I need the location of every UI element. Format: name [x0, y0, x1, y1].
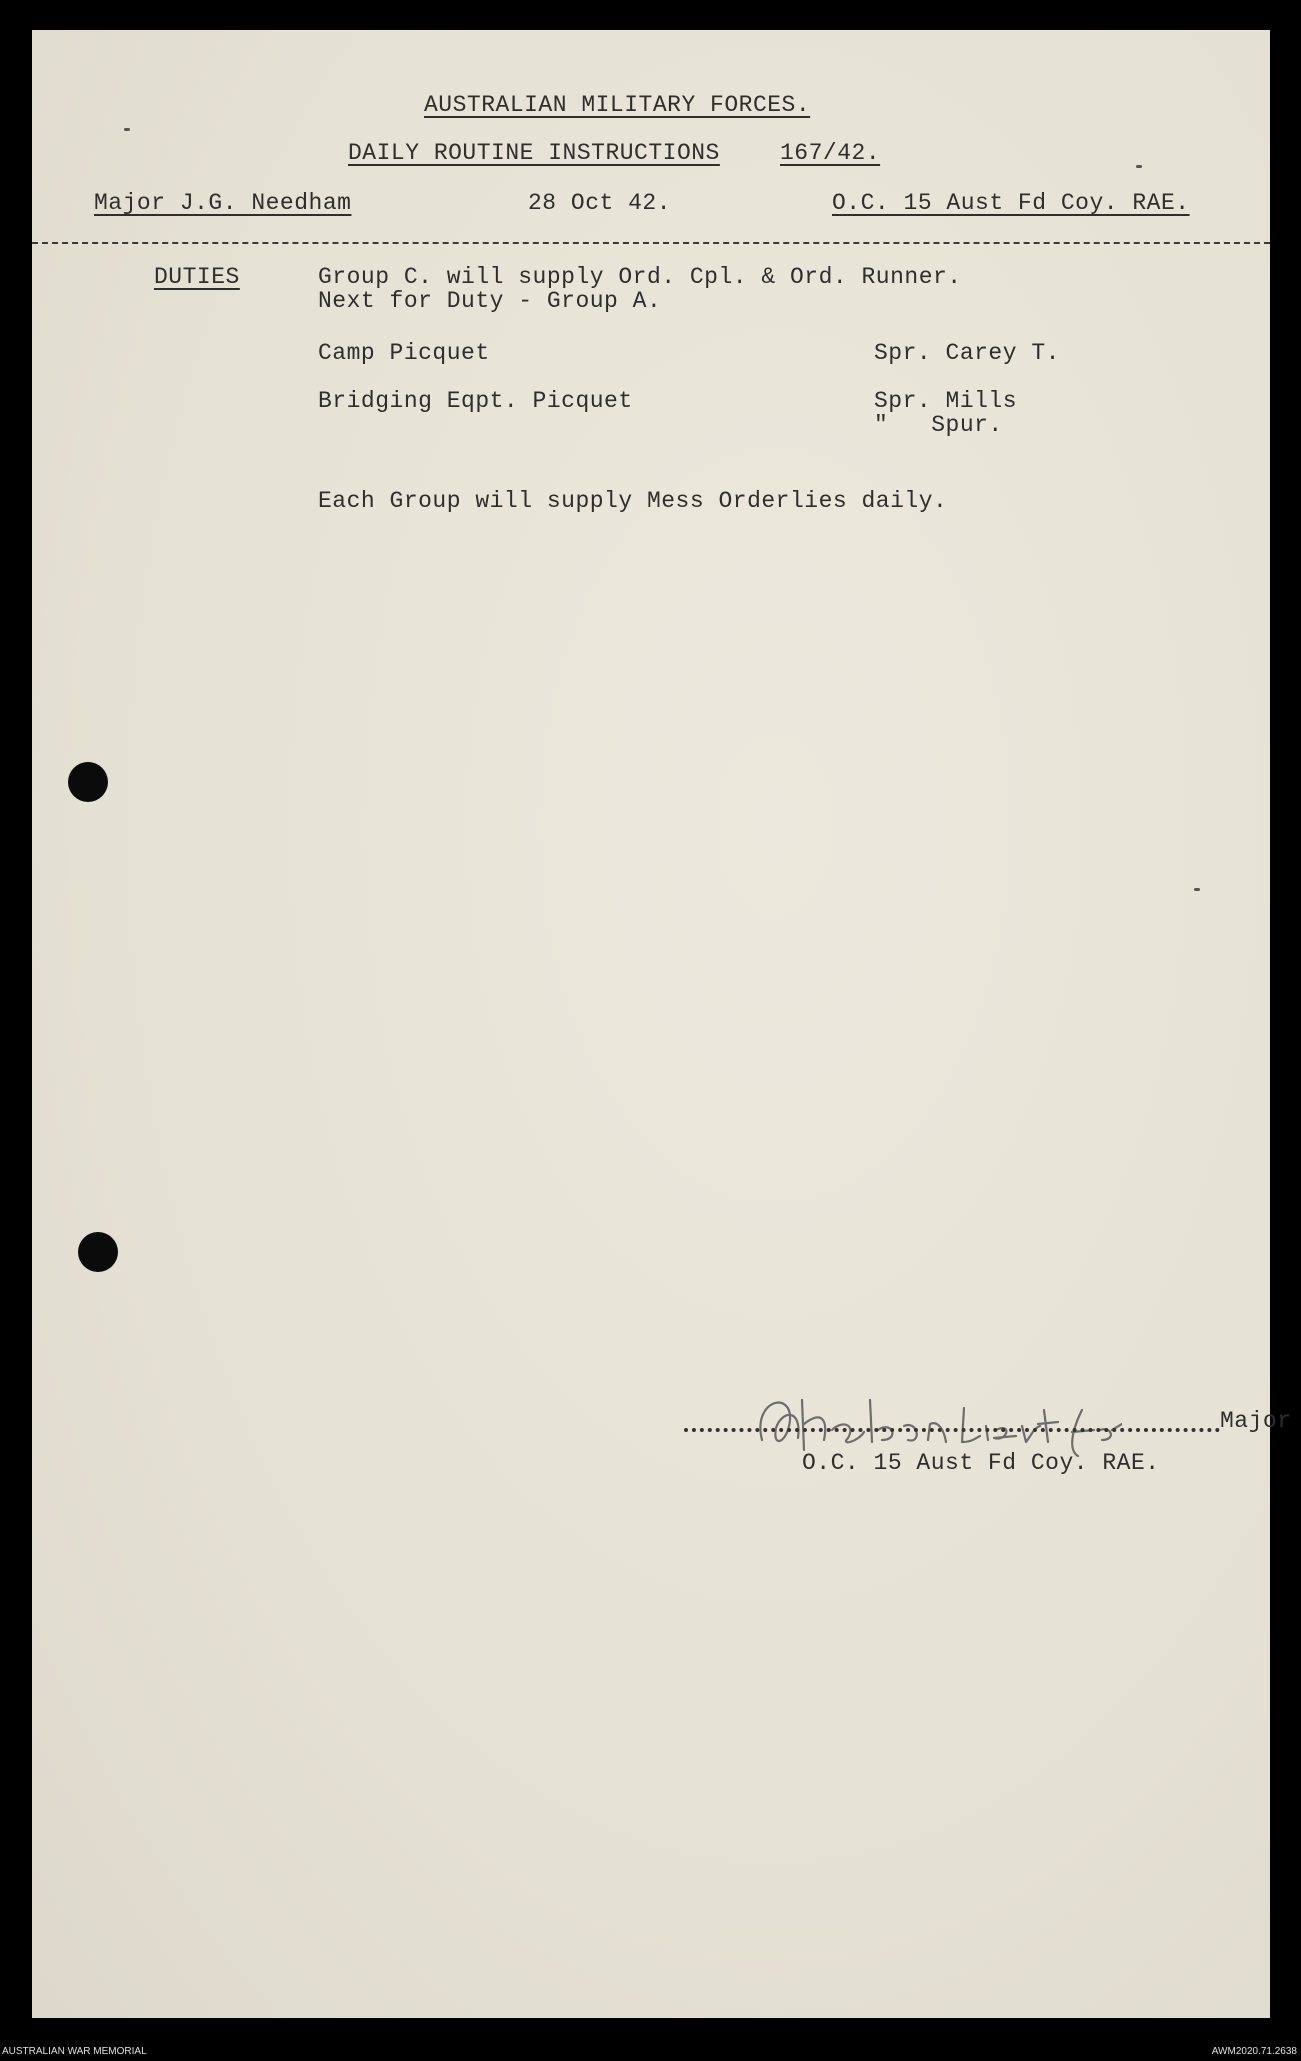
- signature-line: [684, 1428, 1220, 1432]
- paper-speck: [124, 128, 130, 131]
- header-divider: [32, 242, 1270, 244]
- duties-line-2: Next for Duty - Group A.: [318, 288, 662, 314]
- picquet-assigned-2: " Spur.: [874, 412, 1003, 438]
- picquet-assigned: Spr. Mills: [874, 388, 1018, 414]
- duties-line-1: Group C. will supply Ord. Cpl. & Ord. Runner.: [318, 264, 962, 290]
- picquet-assigned: Spr. Carey T.: [874, 340, 1060, 366]
- unit-name: O.C. 15 Aust Fd Coy. RAE.: [832, 190, 1190, 216]
- punch-hole: [68, 762, 108, 802]
- archive-id: AWM2020.71.2638: [1211, 2046, 1297, 2057]
- signatory-rank: Major: [1220, 1408, 1292, 1434]
- handwritten-signature: [732, 1380, 1122, 1460]
- document-date: 28 Oct 42.: [528, 190, 672, 216]
- org-heading: AUSTRALIAN MILITARY FORCES.: [424, 92, 811, 118]
- paper-speck: [1194, 888, 1200, 891]
- document-title: DAILY ROUTINE INSTRUCTIONS: [348, 140, 720, 166]
- document-number: 167/42.: [780, 140, 881, 166]
- document-page: [32, 30, 1292, 2018]
- signatory-unit: O.C. 15 Aust Fd Coy. RAE.: [802, 1450, 1160, 1476]
- duties-heading: DUTIES: [154, 264, 240, 290]
- picquet-name: Bridging Eqpt. Picquet: [318, 388, 633, 414]
- archive-credit: AUSTRALIAN WAR MEMORIAL: [2, 2046, 147, 2057]
- punch-hole: [78, 1232, 118, 1272]
- officer-name: Major J.G. Needham: [94, 190, 352, 216]
- picquet-name: Camp Picquet: [318, 340, 490, 366]
- mess-instruction: Each Group will supply Mess Orderlies daily.: [318, 488, 948, 514]
- paper-speck: [1136, 165, 1142, 168]
